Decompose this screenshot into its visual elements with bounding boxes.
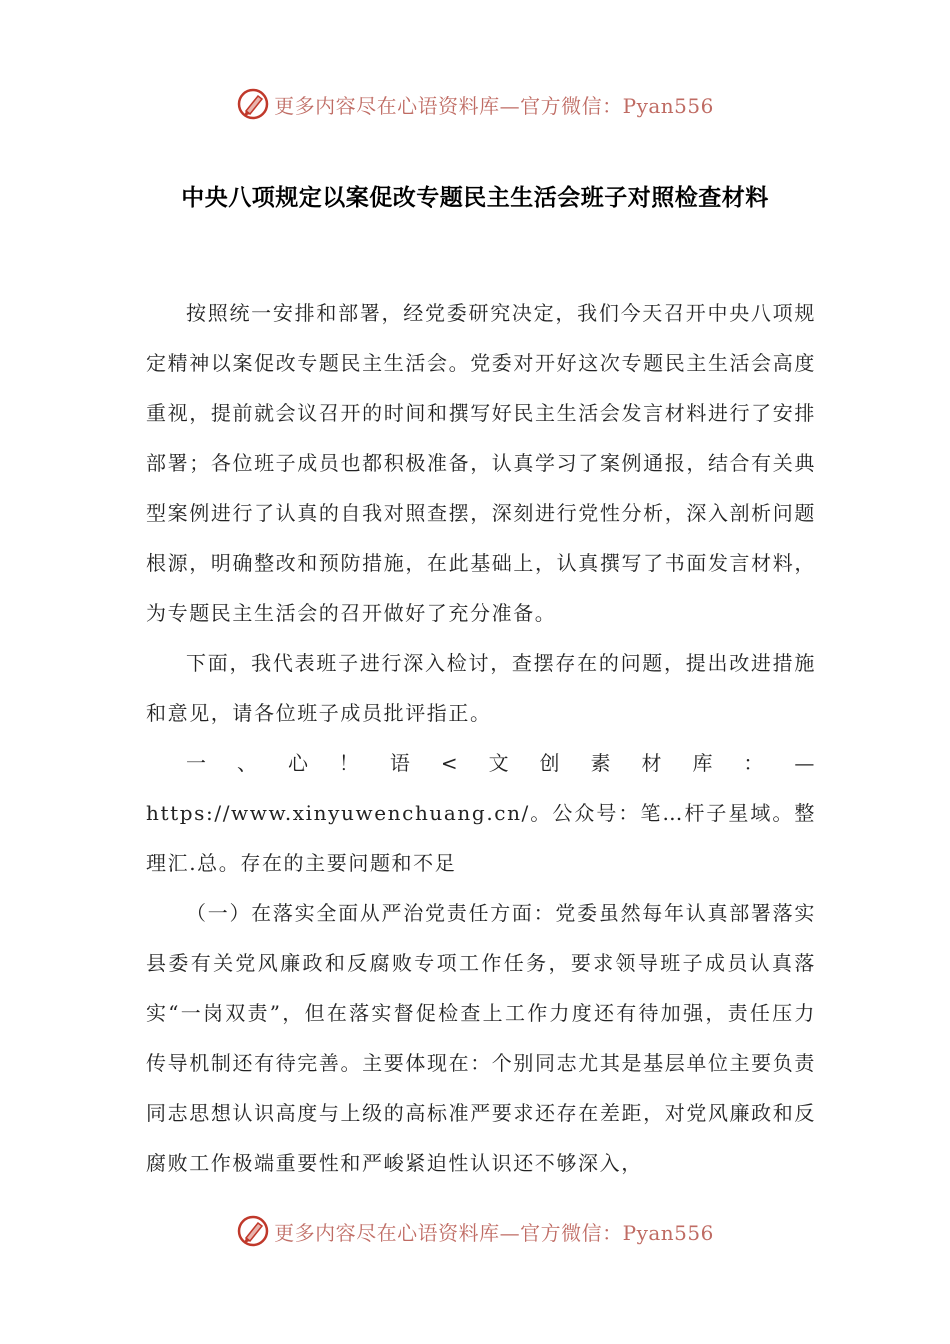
document-body xyxy=(146,288,816,1188)
footer-banner xyxy=(0,1211,950,1251)
paragraph-intro: 按照统一安排和部署，经党委研究决定，我们今天召开中央八项规定精神以案促改专题民主生活会。党委对开好这次专题民主生活会高度重视，提前就会议召开的时间和撰写好民主生活会发言材料进行了安排部署；各位班子成员也都积极准备，认真学习了案例通报，结合有关典型案例进行了认真的自我对照查摆，深刻进行党性分析，深入剖析问题根源，明确整改和预防措施，在此基础上，认真撰写了书面发言材料，为专题民主生活会的召开做好了充分准备。 xyxy=(146,301,816,625)
banner-text: 更多内容尽在心语资料库—官方微信：Pyan556 xyxy=(274,93,714,118)
pen-logo-icon xyxy=(236,87,270,121)
section-heading-1: 一、心！语<文创素材库：—https://www.xinyuwenchuang.cn/。公众号：笔…杆子星域。整理汇.总。存在的主要问题和不足 xyxy=(146,751,816,875)
header-banner xyxy=(0,84,950,124)
document-title: 中央八项规定以案促改专题民主生活会班子对照检查材料 xyxy=(181,185,769,211)
banner-text: 更多内容尽在心语资料库—官方微信：Pyan556 xyxy=(274,1220,714,1245)
paragraph-subsection-1: （一）在落实全面从严治党责任方面：党委虽然每年认真部署落实县委有关党风廉政和反腐败专项工作任务，要求领导班子成员认真落实“一岗双责”，但在落实督促检查上工作力度还有待加强，责任压力传导机制还有待完善。主要体现在：个别同志尤其是基层单位主要负责同志思想认识高度与上级的高标准严要求还存在差距，对党风廉政和反腐败工作极端重要性和严峻紧迫性认识还不够深入， xyxy=(146,901,816,1175)
paragraph-review: 下面，我代表班子进行深入检讨，查摆存在的问题，提出改进措施和意见，请各位班子成员批评指正。 xyxy=(146,651,816,725)
pen-logo-icon xyxy=(236,1214,270,1248)
